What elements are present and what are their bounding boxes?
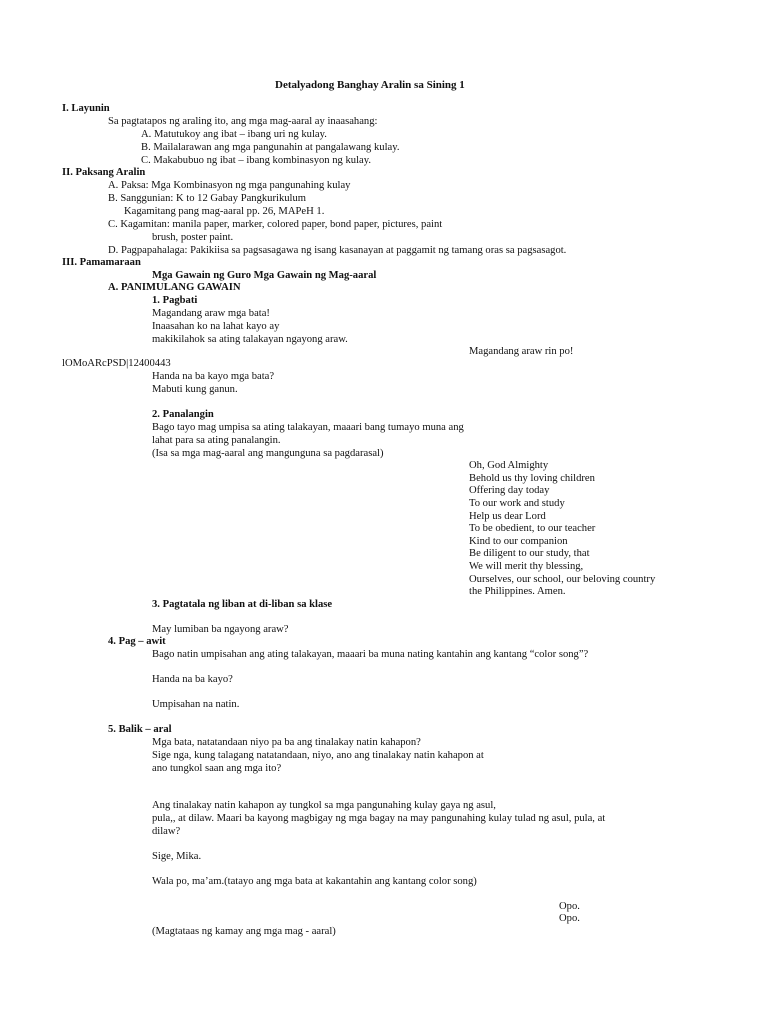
balik-aral-line: Mga bata, natatandaan niyo pa ba ang tinalakay natin kahapon? [152, 737, 421, 748]
balik-aral-answer-line: pula,, at dilaw. Maari ba kayong magbigay ng mga bagay na may pangunahing kulay tulad ng asul, pula, at [152, 813, 606, 824]
section-heading-pamamaraan: III. Pamamaraan [62, 257, 141, 268]
magtataas-line: (Magtataas ng kamay ang mga mag - aaral) [152, 926, 336, 937]
pagtatala-line: May lumiban ba ngayong araw? [152, 624, 289, 635]
document-id: lOMoARcPSD|12400443 [62, 358, 171, 369]
balik-aral-answer-line: Ang tinalakay natin kahapon ay tungkol sa mga pangunahing kulay gaya ng asul, [152, 800, 496, 811]
kagamitan-line-2: brush, poster paint. [152, 232, 234, 243]
pag-awit-line: Bago natin umpisahan ang ating talakayan, maaari ba muna nating kantahin ang kantang “color song”? [152, 649, 589, 660]
pag-awit-heading: 4. Pag – awit [108, 636, 166, 647]
pagtatala-heading: 3. Pagtatala ng liban at di-liban sa klase [152, 599, 333, 610]
pagbati-line: Inaasahan ko na lahat kayo ay [152, 321, 280, 332]
panalangin-heading: 2. Panalangin [152, 409, 214, 420]
balik-aral-answer-line: dilaw? [152, 826, 181, 837]
pagbati-line: Magandang araw mga bata! [152, 308, 270, 319]
pagbati-line: Mabuti kung ganun. [152, 384, 238, 395]
panalangin-line: (Isa sa mga mag-aaral ang mangunguna sa pagdarasal) [152, 448, 384, 459]
layunin-item-a: A. Matutukoy ang ibat – ibang uri ng kulay. [141, 129, 327, 140]
section-heading-paksang-aralin: II. Paksang Aralin [62, 167, 146, 178]
wala-po-line: Wala po, ma’am.(tatayo ang mga bata at kakantahin ang kantang color song) [152, 876, 477, 887]
balik-aral-heading: 5. Balik – aral [108, 724, 172, 735]
prayer-line: Offering day today [469, 485, 550, 496]
prayer-line: To be obedient, to our teacher [469, 523, 596, 534]
pagbati-line: Handa na ba kayo mga bata? [152, 371, 275, 382]
layunin-item-b: B. Mailalarawan ang mga pangunahin at pangalawang kulay. [141, 142, 400, 153]
prayer-line: We will merit thy blessing, [469, 561, 584, 572]
pagbati-line: makikilahok sa ating talakayan ngayong araw. [152, 334, 348, 345]
prayer-line: Behold us thy loving children [469, 473, 595, 484]
panalangin-line: Bago tayo mag umpisa sa ating talakayan, maaari bang tumayo muna ang [152, 422, 464, 433]
document-title: Detalyadong Banghay Aralin sa Sining 1 [275, 79, 465, 91]
section-heading-layunin: I. Layunin [62, 103, 110, 114]
columns-header: Mga Gawain ng Guro Mga Gawain ng Mag-aaral [152, 270, 377, 281]
layunin-item-c: C. Makabubuo ng ibat – ibang kombinasyon ng kulay. [141, 155, 371, 166]
sanggunian-line: B. Sanggunian: K to 12 Gabay Pangkurikulum [108, 193, 307, 204]
prayer-line: Kind to our companion [469, 536, 568, 547]
panalangin-line: lahat para sa ating panalangin. [152, 435, 281, 446]
prayer-line: Oh, God Almighty [469, 460, 549, 471]
prayer-line: Be diligent to our study, that [469, 548, 590, 559]
sige-mika-line: Sige, Mika. [152, 851, 202, 862]
pag-awit-line: Umpisahan na natin. [152, 699, 240, 710]
kagamitan-line: C. Kagamitan: manila paper, marker, colored paper, bond paper, pictures, paint [108, 219, 443, 230]
paksa-line: A. Paksa: Mga Kombinasyon ng mga pangunahing kulay [108, 180, 351, 191]
pag-awit-line: Handa na ba kayo? [152, 674, 233, 685]
balik-aral-line: ano tungkol saan ang mga ito? [152, 763, 282, 774]
balik-aral-line: Sige nga, kung talagang natatandaan, niyo, ano ang tinalakay natin kahapon at [152, 750, 484, 761]
panimulang-gawain-heading: A. PANIMULANG GAWAIN [108, 282, 241, 293]
prayer-line: Ourselves, our school, our beloving country [469, 574, 656, 585]
pagbati-heading: 1. Pagbati [152, 295, 198, 306]
prayer-line: To our work and study [469, 498, 565, 509]
pagbati-reply: Magandang araw rin po! [469, 346, 574, 357]
opo-reply: Opo. [559, 913, 580, 924]
opo-reply: Opo. [559, 901, 580, 912]
prayer-line: Help us dear Lord [469, 511, 546, 522]
layunin-intro: Sa pagtatapos ng araling ito, ang mga mag-aaral ay inaasahang: [108, 116, 378, 127]
prayer-line: the Philippines. Amen. [469, 586, 566, 597]
pagpapahalaga-line: D. Pagpapahalaga: Pakikiisa sa pagsasagawa ng isang kasanayan at paggamit ng tamang oras sa pagsasagot. [108, 245, 567, 256]
sanggunian-line-2: Kagamitang pang mag-aaral pp. 26, MAPeH 1. [124, 206, 325, 217]
